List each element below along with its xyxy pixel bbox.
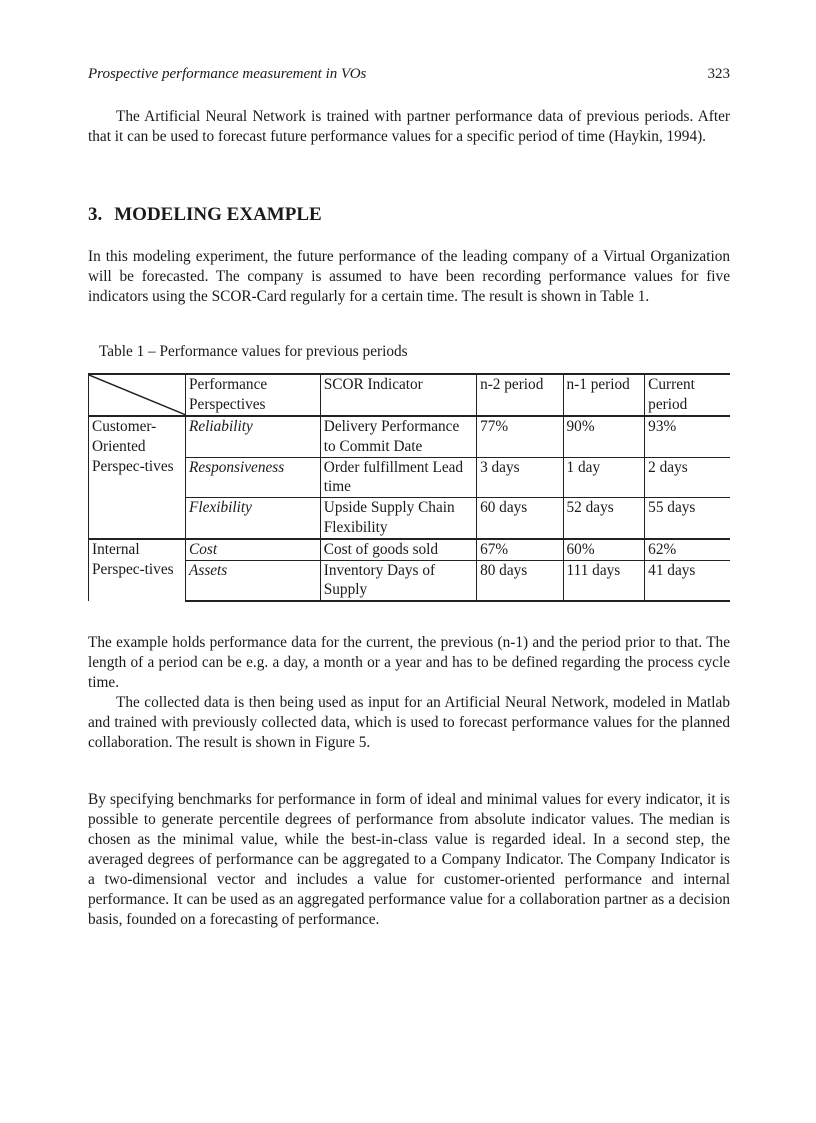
header-n2: n-2 period xyxy=(477,374,563,416)
row-n2: 77% xyxy=(477,416,563,457)
group-customer: Customer-Oriented Perspec-tives xyxy=(89,416,186,539)
row-perspective: Flexibility xyxy=(186,498,321,539)
table-row xyxy=(89,560,731,601)
table-row xyxy=(89,416,731,457)
diagonal-header-cell xyxy=(89,374,186,416)
row-perspective: Reliability xyxy=(186,416,321,457)
example-paragraph-2: The collected data is then being used as input for an Artificial Neural Network, modeled in Matlab and trained with previously collected data, which is used to forecast performance values for the planned collaboration. The result is shown in Figure 5. xyxy=(88,694,730,751)
row-current: 62% xyxy=(645,539,730,560)
example-section xyxy=(88,633,730,753)
row-indicator: Delivery Performance to Commit Date xyxy=(320,416,476,457)
row-n1: 60% xyxy=(563,539,645,560)
table-header-row xyxy=(89,374,731,416)
diagonal-line xyxy=(89,375,186,415)
performance-table xyxy=(88,373,730,602)
row-n2: 3 days xyxy=(477,457,563,498)
row-current: 55 days xyxy=(645,498,730,539)
group-internal: Internal Perspec-tives xyxy=(89,539,186,601)
modeling-paragraph: In this modeling experiment, the future performance of the leading company of a Virtual Organization will be forecasted. The company is assumed to have been recording performance values for five indicators using the SCOR-Card regularly for a certain time. The result is shown in Table 1. xyxy=(88,248,730,305)
header-perspectives: Performance Perspectives xyxy=(186,374,321,416)
section-number: 3. xyxy=(88,204,103,225)
table-row xyxy=(89,457,731,498)
row-n1: 1 day xyxy=(563,457,645,498)
row-current: 41 days xyxy=(645,560,730,601)
header-current: Current period xyxy=(645,374,730,416)
running-head xyxy=(88,66,730,83)
benchmark-paragraph: By specifying benchmarks for performance in form of ideal and minimal values for every indicator, it is possible to generate percentile degrees of performance from absolute indicator values. The median is chosen as the minimal value, while the best-in-class value is regarded ideal. In a second step, the averaged degrees of performance can be aggregated to a Company Indicator. The Company Indicator is a two-dimensional vector and includes a value for customer-oriented performance and internal performance. It can be used as an aggregated performance value for a collaboration partner as a decision basis, founded on a forecasting of performance. xyxy=(88,791,730,928)
row-current: 93% xyxy=(645,416,730,457)
row-n1: 90% xyxy=(563,416,645,457)
row-n1: 111 days xyxy=(563,560,645,601)
row-indicator: Cost of goods sold xyxy=(320,539,476,560)
section-heading xyxy=(88,204,322,226)
row-n2: 67% xyxy=(477,539,563,560)
example-paragraph-1: The example holds performance data for the current, the previous (n-1) and the period prior to that. The length of a period can be e.g. a day, a month or a year and has to be defined regarding the process cycle time. xyxy=(88,634,730,691)
header-indicator: SCOR Indicator xyxy=(320,374,476,416)
row-n2: 60 days xyxy=(477,498,563,539)
table-caption: Table 1 – Performance values for previous periods xyxy=(99,343,408,360)
row-perspective: Assets xyxy=(186,560,321,601)
running-head-title: Prospective performance measurement in VOs xyxy=(88,66,367,82)
row-indicator: Upside Supply Chain Flexibility xyxy=(320,498,476,539)
row-perspective: Responsiveness xyxy=(186,457,321,498)
row-n2: 80 days xyxy=(477,560,563,601)
header-n1: n-1 period xyxy=(563,374,645,416)
row-n1: 52 days xyxy=(563,498,645,539)
row-indicator: Inventory Days of Supply xyxy=(320,560,476,601)
row-current: 2 days xyxy=(645,457,730,498)
row-perspective: Cost xyxy=(186,539,321,560)
row-indicator: Order fulfillment Lead time xyxy=(320,457,476,498)
section-title: MODELING EXAMPLE xyxy=(114,204,322,225)
table-row xyxy=(89,498,731,539)
table-row xyxy=(89,539,731,560)
intro-paragraph: The Artificial Neural Network is trained with partner performance data of previous periods. After that it can be used to forecast future performance values for a specific period of time (Haykin, 1994). xyxy=(88,108,730,145)
page-number: 323 xyxy=(707,66,730,82)
